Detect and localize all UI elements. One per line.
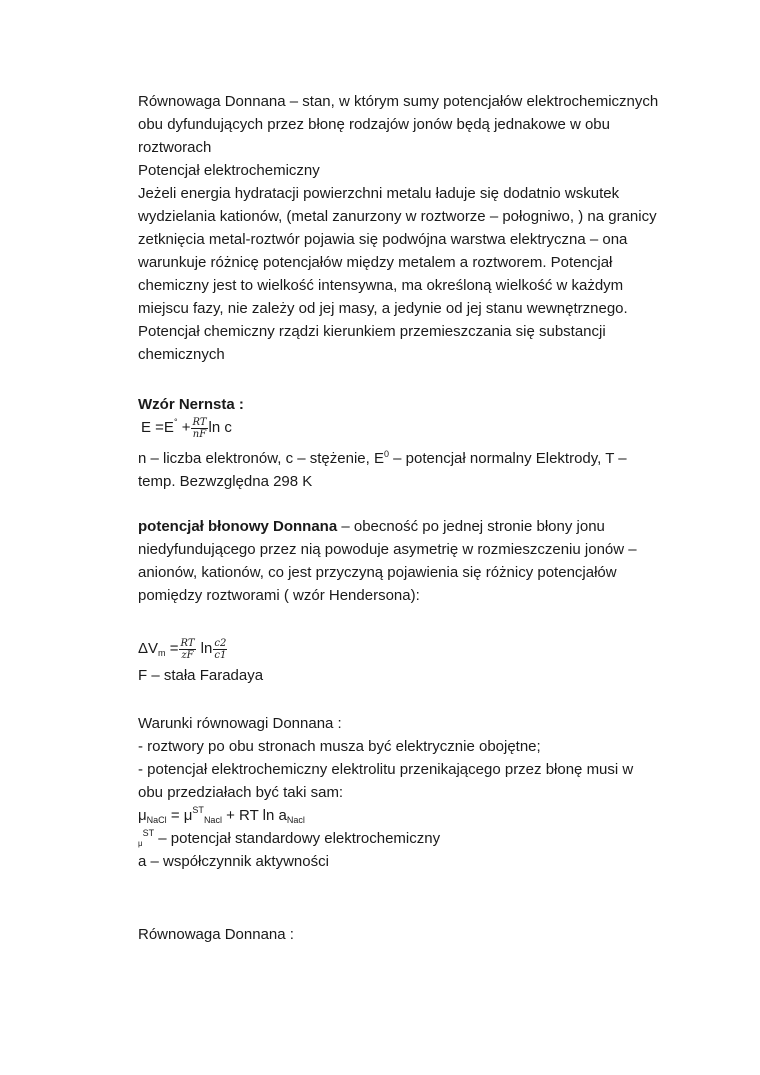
- nernst-heading: Wzór Nernsta :: [138, 396, 244, 413]
- electrochem-line: Potencjał chemiczny rządzi kierunkiem przemieszczania się substancji: [138, 323, 606, 340]
- electrochem-line: wydzielania kationów, (metal zanurzony w roztworze – połogniwo, ) na granicy: [138, 208, 657, 225]
- chem-potential-formula: $\mu_{NaCl} = \mu^{ST}_{Nacl}$ + RT $\ln a_{Nacl}$: [138, 806, 305, 825]
- footer-heading: Równowaga Donnana :: [138, 926, 294, 943]
- faraday-line: F – stała Faradaya: [138, 667, 264, 684]
- henderson-fraction-c: $\frac{c2}{c1}$: [214, 637, 227, 661]
- conditions-line: - roztwory po obu stronach musza być elektrycznie obojętne;: [138, 738, 541, 755]
- donnan-potential-line-4: pomiędzy roztworami ( wzór Hendersona):: [138, 587, 420, 604]
- electrochem-line: Jeżeli energia hydratacji powierzchni metalu ładuje się dodatnio wskutek: [138, 185, 620, 202]
- electrochem-line: miejscu fazy, nie zależy od jej masy, a jedynie od jej stanu wewnętrznego.: [138, 300, 628, 317]
- electrochem-heading: Potencjał elektrochemiczny: [138, 162, 320, 179]
- activity-line: a – współczynnik aktywności: [138, 853, 329, 870]
- standard-potential-line: $_\mu^{ST}$ – potencjał standardowy elektrochemiczny: [138, 829, 441, 848]
- electrochem-line: warunkuje różnicę potencjałów między metalem a roztworem. Potencjał: [138, 254, 613, 271]
- electrochem-line: chemiczny jest to wielkość intensywna, ma określoną wielkość w każdym: [138, 277, 624, 294]
- henderson-formula: $\Delta V_m$ = $\frac{RT}{zF}$ ln $\frac{c2}{c1}$: [138, 637, 227, 661]
- conditions-line: - potencjał elektrochemiczny elektrolitu przenikającego przez błonę musi w: [138, 761, 634, 778]
- nernst-desc-2: temp. Bezwzględna 298 K: [138, 473, 313, 490]
- intro-line-1: Równowaga Donnana – stan, w którym sumy potencjałów elektrochemicznych: [138, 93, 659, 110]
- donnan-potential-line-2: niedyfundującego przez nią powoduje asymetrię w rozmieszczeniu jonów –: [138, 541, 637, 558]
- electrochem-line: chemicznych: [138, 346, 225, 363]
- conditions-line: obu przedziałach być taki sam:: [138, 784, 344, 801]
- electrochem-line: zetknięcia metal-roztwór pojawia się podwójna warstwa elektryczna – ona: [138, 231, 628, 248]
- conditions-heading: Warunki równowagi Donnana :: [138, 715, 342, 732]
- nernst-desc-1: n – liczba elektronów, c – stężenie, $E^0$ – potencjał normalny Elektrody, T –: [138, 449, 627, 467]
- intro-line-2: obu dyfundujących przez błonę rodzajów jonów będą jednakowe w obu: [138, 116, 610, 133]
- henderson-fraction-rt: $\frac{RT}{zF}$: [180, 637, 195, 661]
- donnan-potential-line-3: anionów, kationów, co jest przyczyną pojawienia się różnicy potencjałów: [138, 564, 617, 581]
- nernst-formula: E =E° + $\frac{RT}{nF}$ ln c: [141, 416, 232, 440]
- nernst-fraction: $\frac{RT}{nF}$: [192, 416, 207, 440]
- intro-line-3: roztworach: [138, 139, 212, 156]
- donnan-potential-line-1: potencjał błonowy Donnana – obecność po jednej stronie błony jonu: [138, 518, 605, 535]
